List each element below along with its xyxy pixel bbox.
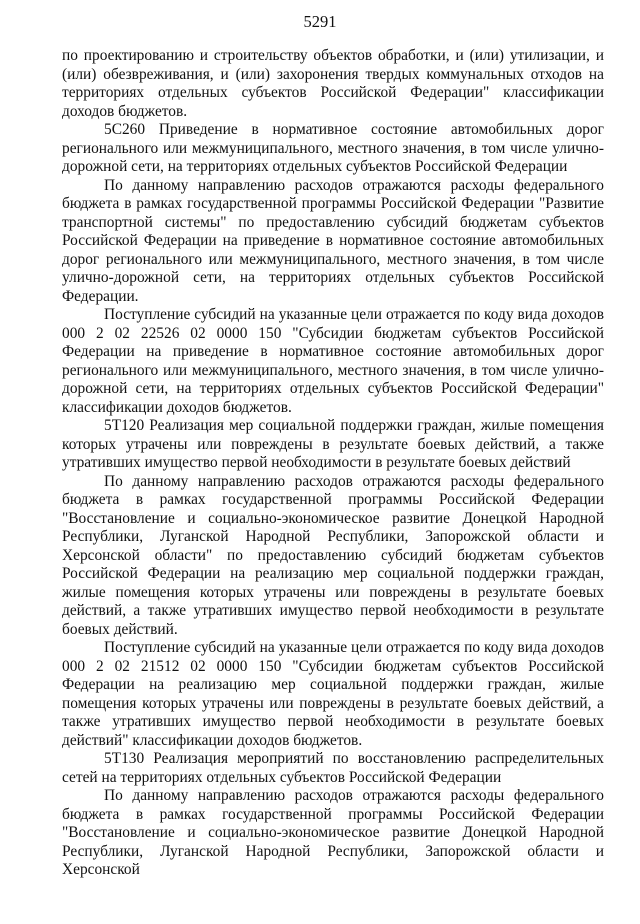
section-heading-5c260: 5С260 Приведение в нормативное состояние автомобильных дорог регионального или межмуниципального, местного значения, в том числе улично-дорожной сети, на территориях отдельных субъектов Российской Федерации bbox=[62, 121, 604, 175]
section-heading-5t130: 5Т130 Реализация мероприятий по восстановлению распределительных сетей на территориях отдельных субъектов Российской Федерации bbox=[62, 750, 604, 786]
section-heading-5t120: 5Т120 Реализация мер социальной поддержки граждан, жилые помещения которых утрачены или повреждены в результате боевых действий, а также утративших имущество первой необходимости в результате боевых действий bbox=[62, 417, 604, 471]
paragraph-5t120-expenses: По данному направлению расходов отражаются расходы федерального бюджета в рамках государственной программы Российской Федерации "Восстановление и социально-экономическое развитие Донецкой Народной Республики, Луганской Народной Республики, Запорожской области и Херсонской области" по предоставлению субсидий бюджетам субъектов Российской Федерации на реализацию мер социальной поддержки граждан, жилые помещения которых утрачены или повреждены в результате боевых действий, а также утративших имущество первой необходимости в результате боевых действий. bbox=[62, 472, 604, 638]
paragraph-5t120-revenue: Поступление субсидий на указанные цели отражается по коду вида доходов 000 2 02 21512 02 0000 150 "Субсидии бюджетам субъектов Российской Федерации на реализацию мер социальной поддержки граждан, жилые помещения которых утрачены или повреждены в результате боевых действий, а также утративших имущество первой необходимости в результате боевых действий" классификации доходов бюджетов. bbox=[62, 639, 604, 749]
paragraph-5c260-revenue: Поступление субсидий на указанные цели отражается по коду вида доходов 000 2 02 22526 02 0000 150 "Субсидии бюджетам субъектов Российской Федерации на приведение в нормативное состояние автомобильных дорог регионального или межмуниципального, местного значения, в том числе улично-дорожной сети, на территориях отдельных субъектов Российской Федерации" классификации доходов бюджетов. bbox=[62, 306, 604, 416]
paragraph-5t130-expenses: По данному направлению расходов отражаются расходы федерального бюджета в рамках государственной программы Российской Федерации "Восстановление и социально-экономическое развитие Донецкой Народной Республики, Луганской Народной Республики, Запорожской области и Херсонской bbox=[62, 787, 604, 878]
paragraph-continuation: по проектированию и строительству объектов обработки, и (или) утилизации, и (или) обезвреживания, и (или) захоронения твердых коммунальных отходов на территориях отдельных субъектов Российской Федерации" классификации доходов бюджетов. bbox=[62, 47, 604, 120]
document-body bbox=[62, 47, 604, 880]
page-number: 5291 bbox=[303, 12, 337, 31]
paragraph-5c260-expenses: По данному направлению расходов отражаются расходы федерального бюджета в рамках государственной программы Российской Федерации "Развитие транспортной системы" по предоставлению субсидий бюджетам субъектов Российской Федерации на приведение в нормативное состояние автомобильных дорог регионального или межмуниципального, местного значения, в том числе улично-дорожной сети, на территориях отдельных субъектов Российской Федерации. bbox=[62, 176, 604, 305]
